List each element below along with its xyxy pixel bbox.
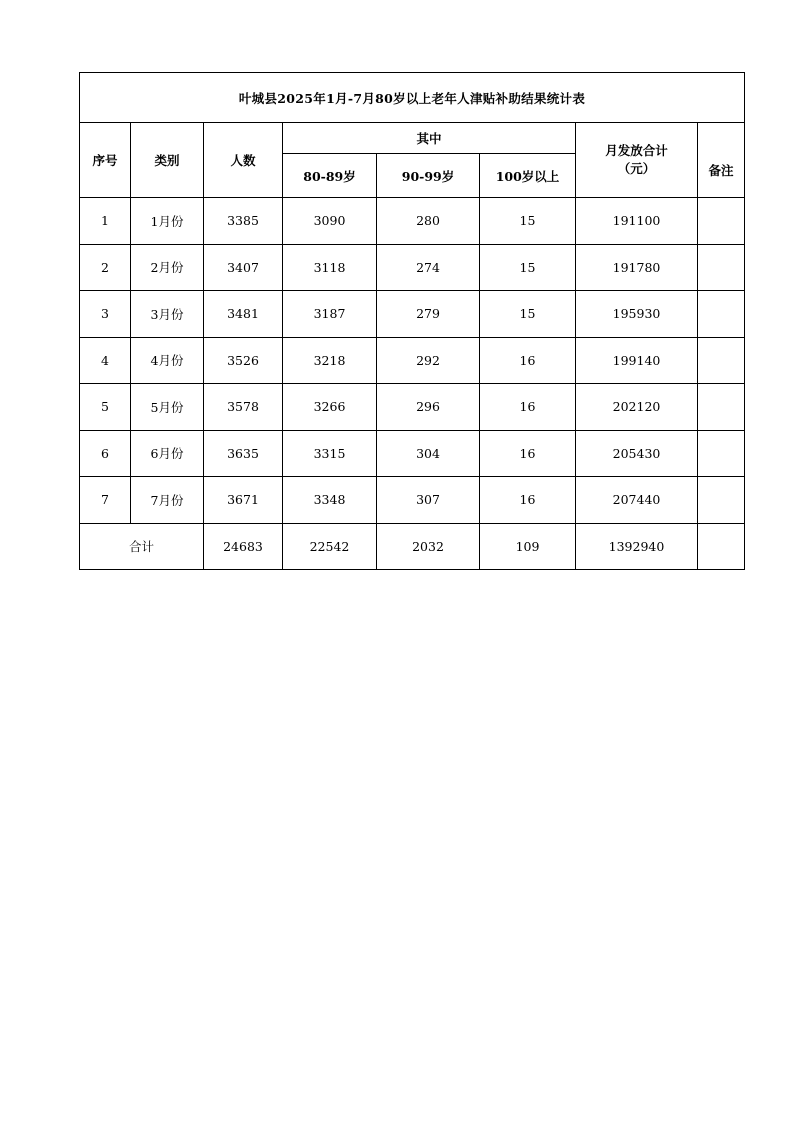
cell-age-90-99: 307 <box>377 477 480 524</box>
cell-index: 3 <box>80 291 131 338</box>
cell-remarks <box>698 198 745 245</box>
subsidy-statistics-table <box>79 72 745 570</box>
cell-count: 3635 <box>204 430 283 477</box>
cell-remarks <box>698 477 745 524</box>
cell-category: 2月份 <box>131 244 204 291</box>
cell-category: 4月份 <box>131 337 204 384</box>
cell-age-100-plus: 15 <box>480 291 576 338</box>
table-row <box>80 337 745 384</box>
cell-remarks <box>698 337 745 384</box>
cell-age-80-89: 3118 <box>283 244 377 291</box>
cell-age-80-89: 3090 <box>283 198 377 245</box>
cell-amount: 191780 <box>576 244 698 291</box>
cell-age-90-99: 280 <box>377 198 480 245</box>
cell-age-80-89: 3266 <box>283 384 377 431</box>
cell-index: 7 <box>80 477 131 524</box>
total-count: 24683 <box>204 523 283 570</box>
header-age-90-99: 90-99岁 <box>377 154 480 198</box>
header-index: 序号 <box>80 123 131 198</box>
cell-amount: 191100 <box>576 198 698 245</box>
cell-category: 1月份 <box>131 198 204 245</box>
table-row <box>80 291 745 338</box>
table-row <box>80 477 745 524</box>
cell-age-100-plus: 16 <box>480 477 576 524</box>
cell-index: 4 <box>80 337 131 384</box>
cell-index: 6 <box>80 430 131 477</box>
cell-amount: 199140 <box>576 337 698 384</box>
cell-category: 6月份 <box>131 430 204 477</box>
header-remarks: 备注 <box>698 123 745 198</box>
header-age-80-89: 80-89岁 <box>283 154 377 198</box>
cell-age-80-89: 3315 <box>283 430 377 477</box>
cell-age-100-plus: 16 <box>480 430 576 477</box>
header-category: 类别 <box>131 123 204 198</box>
cell-age-100-plus: 16 <box>480 337 576 384</box>
table-row <box>80 198 745 245</box>
cell-remarks <box>698 384 745 431</box>
cell-amount: 195930 <box>576 291 698 338</box>
cell-age-90-99: 304 <box>377 430 480 477</box>
cell-age-90-99: 279 <box>377 291 480 338</box>
header-count: 人数 <box>204 123 283 198</box>
total-row <box>80 523 745 570</box>
cell-category: 7月份 <box>131 477 204 524</box>
total-amount: 1392940 <box>576 523 698 570</box>
cell-category: 5月份 <box>131 384 204 431</box>
cell-index: 1 <box>80 198 131 245</box>
total-age-80-89: 22542 <box>283 523 377 570</box>
cell-age-80-89: 3348 <box>283 477 377 524</box>
table-row <box>80 244 745 291</box>
cell-age-90-99: 296 <box>377 384 480 431</box>
cell-age-80-89: 3218 <box>283 337 377 384</box>
header-monthly-total-line2: （元） <box>617 161 656 176</box>
cell-count: 3578 <box>204 384 283 431</box>
total-remarks <box>698 523 745 570</box>
cell-remarks <box>698 430 745 477</box>
cell-remarks <box>698 291 745 338</box>
table-row <box>80 384 745 431</box>
cell-amount: 205430 <box>576 430 698 477</box>
header-monthly-total <box>576 123 698 198</box>
cell-index: 2 <box>80 244 131 291</box>
cell-age-100-plus: 15 <box>480 198 576 245</box>
total-age-90-99: 2032 <box>377 523 480 570</box>
cell-age-90-99: 292 <box>377 337 480 384</box>
cell-amount: 202120 <box>576 384 698 431</box>
cell-age-90-99: 274 <box>377 244 480 291</box>
table-title: 叶城县2025年1月-7月80岁以上老年人津贴补助结果统计表 <box>80 73 745 123</box>
cell-count: 3671 <box>204 477 283 524</box>
cell-age-100-plus: 16 <box>480 384 576 431</box>
cell-age-100-plus: 15 <box>480 244 576 291</box>
total-label: 合计 <box>80 523 204 570</box>
table-row <box>80 430 745 477</box>
cell-count: 3526 <box>204 337 283 384</box>
cell-count: 3407 <box>204 244 283 291</box>
header-age-100-plus: 100岁以上 <box>480 154 576 198</box>
cell-index: 5 <box>80 384 131 431</box>
cell-age-80-89: 3187 <box>283 291 377 338</box>
cell-amount: 207440 <box>576 477 698 524</box>
total-age-100-plus: 109 <box>480 523 576 570</box>
cell-remarks <box>698 244 745 291</box>
header-monthly-total-line1: 月发放合计 <box>605 143 668 158</box>
header-of-which: 其中 <box>283 123 576 154</box>
cell-count: 3481 <box>204 291 283 338</box>
cell-count: 3385 <box>204 198 283 245</box>
cell-category: 3月份 <box>131 291 204 338</box>
